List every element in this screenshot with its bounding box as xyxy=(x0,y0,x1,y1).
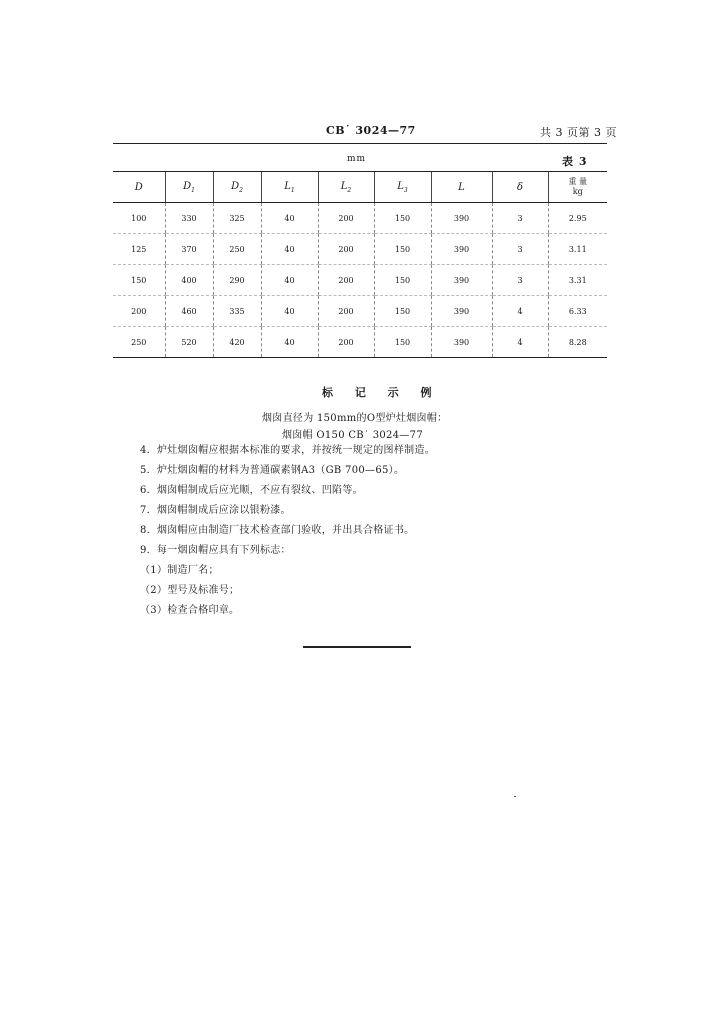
col-header-l3: $L_3$ xyxy=(374,172,431,203)
table-header-row xyxy=(113,172,607,203)
cell-d: 200 xyxy=(113,296,165,327)
cell-d1: 400 xyxy=(165,265,213,296)
cell-delta: 3 xyxy=(492,203,548,234)
cell-l: 390 xyxy=(431,265,492,296)
example-description: 烟囱直径为 150mm的O型炉灶烟囱帽： xyxy=(262,413,448,424)
col-header-l2: $L_2$ xyxy=(318,172,374,203)
cell-delta: 3 xyxy=(492,234,548,265)
cell-d: 250 xyxy=(113,327,165,358)
requirements-list xyxy=(140,441,580,621)
cell-d2: 290 xyxy=(213,265,261,296)
cell-l2: 200 xyxy=(318,265,374,296)
cell-l2: 200 xyxy=(318,203,374,234)
cell-l3: 150 xyxy=(374,327,431,358)
cell-d2: 325 xyxy=(213,203,261,234)
cell-weight: 3.31 xyxy=(548,265,607,296)
note-item: （3）检查合格印章。 xyxy=(140,605,240,616)
table-row xyxy=(113,265,607,296)
cell-delta: 4 xyxy=(492,296,548,327)
cell-l1: 40 xyxy=(261,296,318,327)
cell-weight: 8.28 xyxy=(548,327,607,358)
note-item: 5．炉灶烟囱帽的材料为普通碳素钢A3（GB 700—65）。 xyxy=(140,465,405,476)
cell-l: 390 xyxy=(431,327,492,358)
col-header-l: L xyxy=(431,172,492,203)
cell-l3: 150 xyxy=(374,234,431,265)
page-info: 共 3 页第 3 页 xyxy=(540,126,617,139)
table-row xyxy=(113,203,607,234)
cell-d: 150 xyxy=(113,265,165,296)
cell-l2: 200 xyxy=(318,327,374,358)
cell-d2: 420 xyxy=(213,327,261,358)
col-header-weight: 重 量 kg xyxy=(548,172,607,203)
cell-l: 390 xyxy=(431,296,492,327)
cell-weight: 6.33 xyxy=(548,296,607,327)
cell-l1: 40 xyxy=(261,327,318,358)
example-title: 标 记 示 例 xyxy=(322,386,441,399)
table-row xyxy=(113,327,607,358)
note-item: 8．烟囱帽应由制造厂技术检查部门验收，并出具合格证书。 xyxy=(140,525,415,536)
cell-l1: 40 xyxy=(261,234,318,265)
header-rule xyxy=(113,143,607,144)
cell-weight: 2.95 xyxy=(548,203,607,234)
end-rule xyxy=(303,646,411,648)
dimension-table xyxy=(113,171,607,358)
cell-d: 125 xyxy=(113,234,165,265)
cell-d: 100 xyxy=(113,203,165,234)
cell-l3: 150 xyxy=(374,265,431,296)
cell-l1: 40 xyxy=(261,265,318,296)
cell-d1: 330 xyxy=(165,203,213,234)
col-header-l1: $L_1$ xyxy=(261,172,318,203)
table-unit: mm xyxy=(347,154,367,164)
example-marking: 烟囱帽 O150 CB˙ 3024—77 xyxy=(282,430,423,441)
cell-weight: 3.11 xyxy=(548,234,607,265)
note-item: 6．烟囱帽制成后应光顺，不应有裂纹、凹陷等。 xyxy=(140,485,363,496)
cell-d1: 460 xyxy=(165,296,213,327)
cell-l: 390 xyxy=(431,234,492,265)
cell-l: 390 xyxy=(431,203,492,234)
cell-l2: 200 xyxy=(318,296,374,327)
cell-delta: 4 xyxy=(492,327,548,358)
col-header-d: D xyxy=(113,172,165,203)
cell-d2: 335 xyxy=(213,296,261,327)
cell-d2: 250 xyxy=(213,234,261,265)
cell-l3: 150 xyxy=(374,203,431,234)
note-item: 4．炉灶烟囱帽应根据本标准的要求，并按统一规定的图样制造。 xyxy=(140,445,436,456)
cell-l3: 150 xyxy=(374,296,431,327)
cell-delta: 3 xyxy=(492,265,548,296)
note-item: 9．每一烟囱帽应具有下列标志： xyxy=(140,545,291,556)
cell-l1: 40 xyxy=(261,203,318,234)
cell-d1: 520 xyxy=(165,327,213,358)
scan-speck xyxy=(514,796,516,797)
col-header-d1: $D_1$ xyxy=(165,172,213,203)
table-number: 表 3 xyxy=(562,155,588,168)
note-item: 7．烟囱帽制成后应涂以银粉漆。 xyxy=(140,505,291,516)
cell-d1: 370 xyxy=(165,234,213,265)
col-header-d2: $D_2$ xyxy=(213,172,261,203)
note-item: （2）型号及标准号； xyxy=(140,585,240,596)
note-item: （1）制造厂名； xyxy=(140,565,219,576)
standard-code: CB˙ 3024—77 xyxy=(326,124,416,137)
table-row xyxy=(113,234,607,265)
table-row xyxy=(113,296,607,327)
cell-l2: 200 xyxy=(318,234,374,265)
col-header-delta: δ xyxy=(492,172,548,203)
